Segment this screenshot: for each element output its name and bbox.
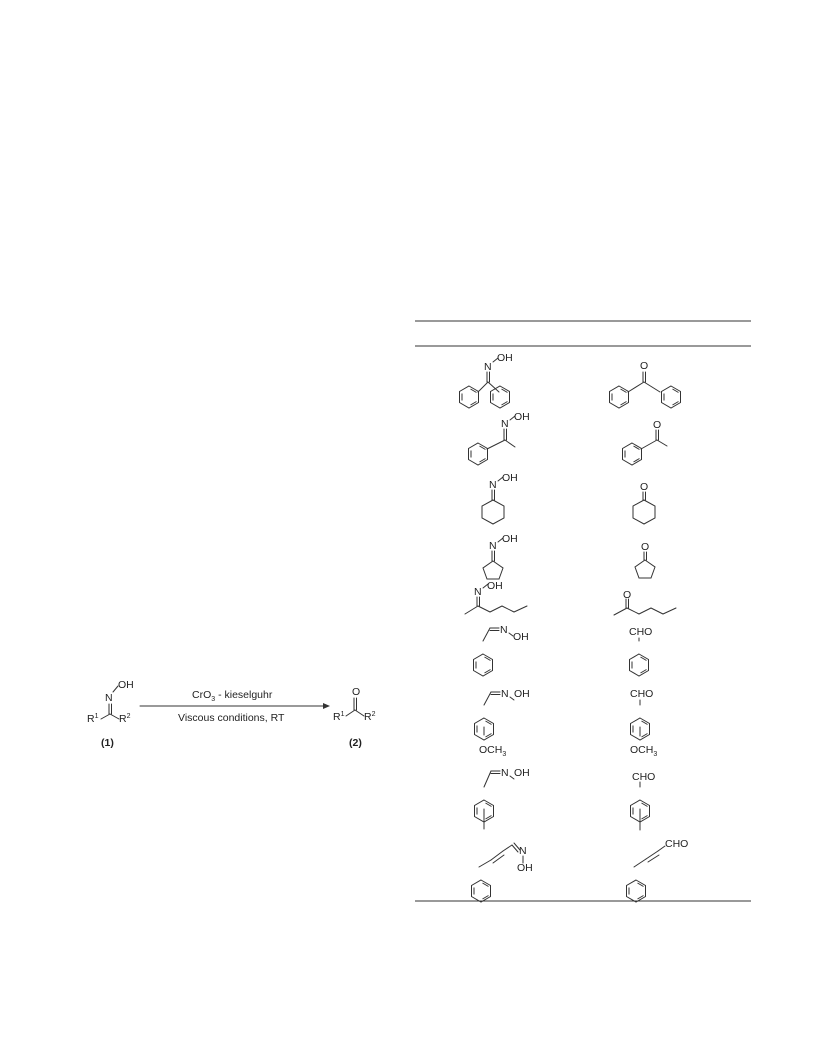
table-row [482,472,655,524]
table-row [465,580,676,615]
svg-text:OH: OH [517,862,533,874]
carbonyl-o-label: O [352,686,361,698]
substrate-methylbenzaldoxime [475,767,530,829]
product-number: (2) [349,737,362,749]
svg-text:OH: OH [514,688,530,700]
product-acetophenone [623,419,668,465]
svg-text:O: O [640,481,649,493]
conditions-label: Viscous conditions, RT [178,712,285,724]
svg-text:O: O [623,589,632,601]
substrate-hexanone-oxime [465,580,527,614]
svg-text:CHO: CHO [630,688,654,700]
svg-text:O: O [641,541,650,553]
table-row [475,767,656,830]
svg-text:N: N [519,845,527,857]
substrate-cinnamaldoxime [472,843,533,902]
svg-text:O: O [653,419,662,431]
svg-text:N: N [500,624,508,636]
substrate-methoxybenzaldoxime [475,688,530,758]
svg-text:OH: OH [514,411,530,423]
table-row [475,688,658,758]
svg-text:N: N [489,540,497,552]
svg-text:OH: OH [487,580,503,592]
svg-text:N: N [474,586,482,598]
product-carbonyl [333,686,376,749]
svg-text:N: N [489,479,497,491]
r1-label: $R^1$ [87,713,99,725]
product-methylbenzaldehyde [631,771,656,830]
oxime-n-label: N [105,692,113,704]
svg-text:CHO: CHO [632,771,656,783]
svg-text:OH: OH [502,533,518,545]
substrate-benzophenone-oxime [460,352,513,408]
substrate-cyclopentanone-oxime [483,533,518,579]
product-r2-label: $R^2$ [364,711,376,723]
product-cyclohexanone [633,481,655,524]
reaction-scheme [87,679,376,749]
svg-text:N: N [501,767,509,779]
table-row [460,352,681,408]
reactant-oxime [87,679,134,749]
product-methoxybenzaldehyde [630,688,657,758]
substrate-acetophenone-oxime [469,411,530,465]
substrate-table [415,321,751,902]
reactant-number: (1) [101,737,114,749]
svg-text:CHO: CHO [665,838,689,850]
svg-text:N: N [501,688,509,700]
svg-text:OCH3: $OCH_3$ [630,744,658,758]
product-cinnamaldehyde [627,838,689,902]
product-benzophenone [610,360,681,408]
substrate-cyclohexanone-oxime [482,472,518,524]
product-cyclopentanone [635,541,655,578]
r2-label: $R^2$ [119,713,131,725]
svg-text:N: N [501,418,509,430]
product-r1-label: $R^1$ [333,711,345,723]
svg-text:CHO: CHO [629,626,653,638]
product-hexanone [614,589,676,615]
svg-text:OH: OH [514,767,530,779]
table-row [472,838,689,902]
svg-text:OH: OH [513,631,529,643]
reaction-arrow [140,689,330,724]
svg-text:O: O [640,360,649,372]
reagent-label: CrO$_3$ - kieselguhr [192,689,273,703]
oxime-oh-label: OH [118,679,134,691]
svg-text:OCH3: $OCH_3$ [479,744,507,758]
svg-text:OH: OH [497,352,513,364]
table-row [483,533,655,579]
table-row [474,624,653,676]
svg-text:OH: OH [502,472,518,484]
svg-text:N: N [484,361,492,373]
table-row [469,411,668,465]
product-benzaldehyde [629,626,652,676]
substrate-benzaldoxime [474,624,529,676]
